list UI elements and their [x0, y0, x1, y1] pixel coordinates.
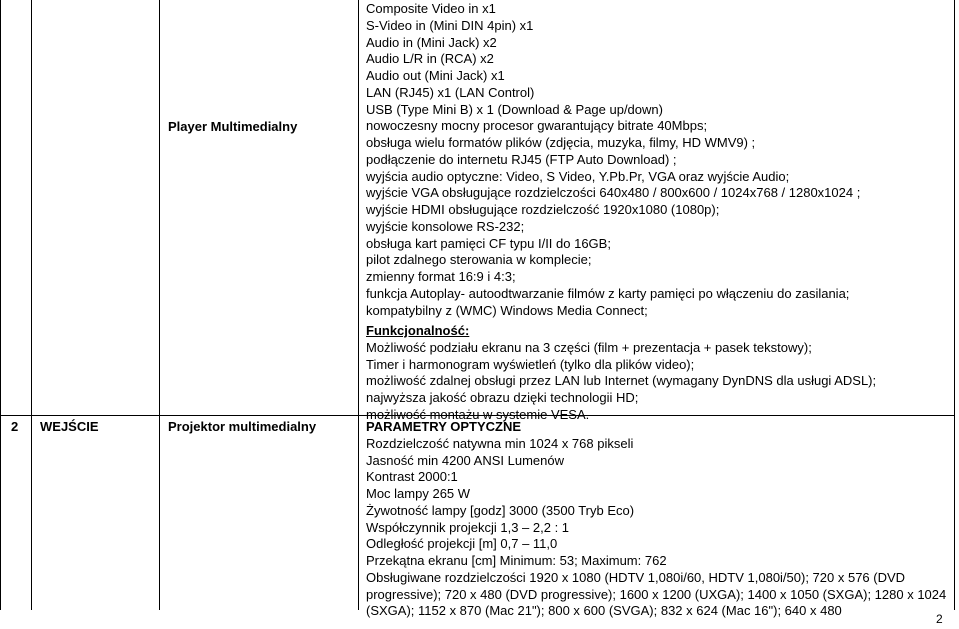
page-number: 2 [936, 612, 943, 626]
row2-number: 2 [11, 419, 19, 434]
spec-line: podłączenie do internetu RJ45 (FTP Auto Download) ; [366, 151, 677, 167]
spec-line: Audio L/R in (RCA) x2 [366, 51, 494, 67]
functionality-heading: Funkcjonalność: [366, 323, 470, 338]
spec-line: wyjście konsolowe RS-232; [366, 218, 525, 234]
functionality-line: możliwość zdalnej obsługi przez LAN lub Internet (wymagany DynDNS dla usługi ADSL); [366, 373, 877, 389]
table-border-left [0, 0, 1, 610]
spec-line: obsługa wielu formatów plików (zdjęcia, muzyka, filmy, HD WMV9) ; [366, 135, 756, 150]
supported-resolutions: Obsługiwane rozdzielczości 1920 x 1080 (HDTV 1,080i/60, HDTV 1,080i/50); 720 x 576 (DVD progressive); 720 x 480 (DVD progressive); 1600 x 1200 (UXGA); 1400 x 1050 (SXGA); 1280 x 1024 (SXGA); 1152 x 870 (Mac 21"); 800 x 600 (SVGA); 832 x 624 (Mac 16"); 640 x 480 [366, 569, 947, 619]
spec-line: obsługa kart pamięci CF typu I/II do 16GB; [366, 235, 611, 251]
row2-spec-list [366, 436, 950, 570]
functionality-line: możliwość montażu w systemie VESA. [366, 406, 590, 422]
spec-line: Audio in (Mini Jack) x2 [366, 34, 497, 50]
row2-product-label: Projektor multimedialny [168, 419, 317, 434]
spec-line: Odległość projekcji [m] 0,7 – 11,0 [366, 536, 558, 552]
spec-line: nowoczesny mocny procesor gwarantujący bitrate 40Mbps; [366, 118, 708, 134]
spec-line: Żywotność lampy [godz] 3000 (3500 Tryb Eco) [366, 502, 635, 518]
column-divider-2 [159, 0, 160, 610]
spec-line: funkcja Autoplay- autoodtwarzanie filmów z karty pamięci po włączeniu do zasilania; [366, 285, 850, 301]
spec-line: Audio out (Mini Jack) x1 [366, 68, 505, 83]
row1-spec-list [366, 1, 860, 319]
column-divider-3 [358, 0, 359, 610]
spec-line: Kontrast 2000:1 [366, 469, 458, 485]
spec-line: kompatybilny z (WMC) Windows Media Connect; [366, 302, 648, 318]
spec-line: wyjście VGA obsługujące rozdzielczości 640x480 / 800x600 / 1024x768 / 1280x1024 ; [366, 185, 861, 201]
spec-line: pilot zdalnego sterowania w komplecie; [366, 252, 592, 268]
table-border-right [954, 0, 955, 610]
functionality-line: najwyższa jakość obrazu dzięki technologii HD; [366, 390, 639, 405]
functionality-list [366, 340, 876, 424]
spec-line: wyjście HDMI obsługujące rozdzielczość 1920x1080 (1080p); [366, 202, 720, 217]
functionality-line: Możliwość podziału ekranu na 3 części (film + prezentacja + pasek tekstowy); [366, 339, 812, 355]
functionality-line: Timer i harmonogram wyświetleń (tylko dla plików video); [366, 356, 695, 372]
spec-line: Współczynnik projekcji 1,3 – 2,2 : 1 [366, 519, 570, 535]
row1-functionality [366, 323, 876, 424]
spec-line: Jasność min 4200 ANSI Lumenów [366, 452, 564, 468]
spec-line: S-Video in (Mini DIN 4pin) x1 [366, 17, 534, 33]
row2-specs [366, 419, 950, 620]
spec-line: Moc lampy 265 W [366, 486, 471, 501]
spec-line: Przekątna ekranu [cm] Minimum: 53; Maximum: 762 [366, 553, 667, 568]
spec-line: wyjścia audio optyczne: Video, S Video, Y.Pb.Pr, VGA oraz wyjście Audio; [366, 168, 790, 184]
spec-line: USB (Type Mini B) x 1 (Download & Page up/down) [366, 101, 663, 117]
spec-line: zmienny format 16:9 i 4:3; [366, 269, 516, 284]
optical-params-heading: PARAMETRY OPTYCZNE [366, 419, 522, 434]
spec-line: Rozdzielczość natywna min 1024 x 768 pikseli [366, 435, 634, 451]
row2-category: WEJŚCIE [40, 419, 99, 434]
spec-line: LAN (RJ45) x1 (LAN Control) [366, 84, 535, 100]
row1-product-label: Player Multimedialny [168, 119, 298, 134]
spec-line: Composite Video in x1 [366, 1, 496, 16]
column-divider-1 [31, 0, 32, 610]
